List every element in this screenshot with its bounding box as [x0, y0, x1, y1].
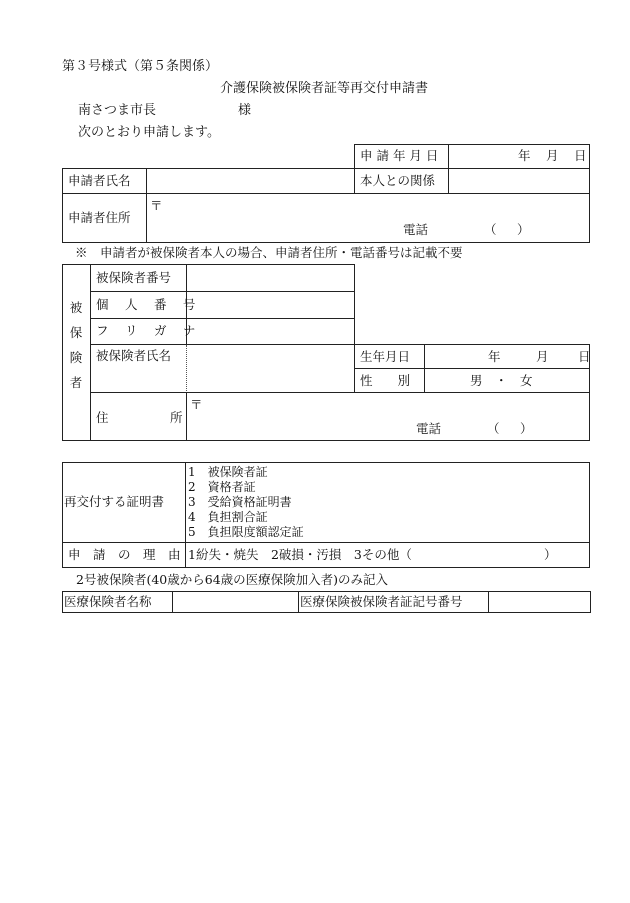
date-day-label: 日 [574, 148, 587, 163]
birth-date-label: 生年月日 [360, 349, 411, 364]
form-number: 第３号様式（第５条関係） [62, 59, 219, 74]
birth-month-label: 月 [536, 349, 549, 364]
insurance-card-label: 医療保険被保険者証記号番号 [300, 594, 463, 609]
insurer-name-field[interactable] [174, 593, 297, 611]
addressee: 南さつま市長 [78, 103, 157, 118]
reason-other-field[interactable] [432, 545, 542, 565]
insured-address-field[interactable] [205, 395, 585, 417]
reissue-option-3[interactable]: 3 受給資格証明書 [188, 495, 292, 509]
birth-day-label: 日 [578, 349, 591, 364]
insured-side-label: 被 保 険 者 [69, 300, 83, 390]
phone-label: 電話 [403, 222, 429, 237]
sex-label: 性 別 [360, 373, 411, 388]
applicant-name-field[interactable] [148, 170, 353, 192]
reissue-option-4[interactable]: 4 負担割合証 [188, 510, 268, 524]
note-text: ※ 申請者が被保険者本人の場合、申請者住所・電話番号は記載不要 [75, 245, 463, 260]
insured-phone-paren-open: （ [487, 421, 500, 436]
insurance-card-field[interactable] [490, 593, 589, 611]
insured-address-label: 住 [96, 410, 109, 425]
applicant-address-field[interactable] [165, 196, 585, 218]
date-year-label: 年 [518, 148, 531, 163]
reason-label: 申 請 の 理 由 [68, 547, 181, 562]
insured-address-label-2: 所 [170, 410, 183, 425]
insured-postal-mark: 〒 [190, 397, 203, 412]
phone-paren-open: （ [484, 222, 497, 237]
furigana-label: フ リ ガ ナ [96, 323, 202, 338]
insured-name-label: 被保険者氏名 [96, 348, 172, 363]
insured-phone-field[interactable] [450, 419, 580, 439]
reason-options[interactable]: 1紛失・焼失 2破損・汚損 3その他（ [188, 547, 412, 562]
date-month-label: 月 [546, 148, 559, 163]
page-title: 介護保険被保険者証等再交付申請書 [220, 81, 429, 96]
applicant-name-label: 申請者氏名 [68, 173, 131, 188]
birth-date-field[interactable] [426, 346, 486, 367]
insured-phone-label: 電話 [416, 421, 442, 436]
application-date-label: 申 請 年 月 日 [360, 148, 439, 163]
relation-field[interactable] [450, 170, 588, 192]
insured-number-field[interactable] [188, 266, 352, 290]
insurer-name-label: 医療保険者名称 [64, 594, 152, 609]
applicant-phone-field[interactable] [440, 220, 580, 240]
birth-year-label: 年 [488, 349, 501, 364]
intro-text: 次のとおり申請します。 [78, 125, 220, 140]
reissue-option-1[interactable]: 1 被保険者証 [188, 465, 268, 479]
application-date-field[interactable] [455, 146, 511, 167]
insured-name-field[interactable] [188, 346, 352, 391]
postal-mark: 〒 [150, 198, 163, 213]
personal-number-label: 個 人 番 号 [96, 297, 202, 312]
honorific: 様 [238, 103, 252, 118]
reissue-label: 再交付する証明書 [64, 494, 165, 509]
medical-note: 2号被保険者(40歳から64歳の医療保険加入者)のみ記入 [76, 572, 389, 587]
insured-number-label: 被保険者番号 [96, 270, 172, 285]
applicant-address-label: 申請者住所 [68, 210, 131, 225]
phone-paren-close: ） [517, 222, 530, 237]
personal-number-field[interactable] [188, 293, 352, 317]
reissue-option-2[interactable]: 2 資格者証 [188, 480, 256, 494]
reissue-option-5[interactable]: 5 負担限度額認定証 [188, 525, 304, 539]
insured-phone-paren-close: ） [520, 421, 533, 436]
reason-paren-close: ） [544, 547, 557, 562]
sex-options[interactable]: 男 ・ 女 [470, 373, 533, 388]
furigana-field[interactable] [188, 320, 352, 343]
relation-label: 本人との関係 [360, 173, 436, 188]
